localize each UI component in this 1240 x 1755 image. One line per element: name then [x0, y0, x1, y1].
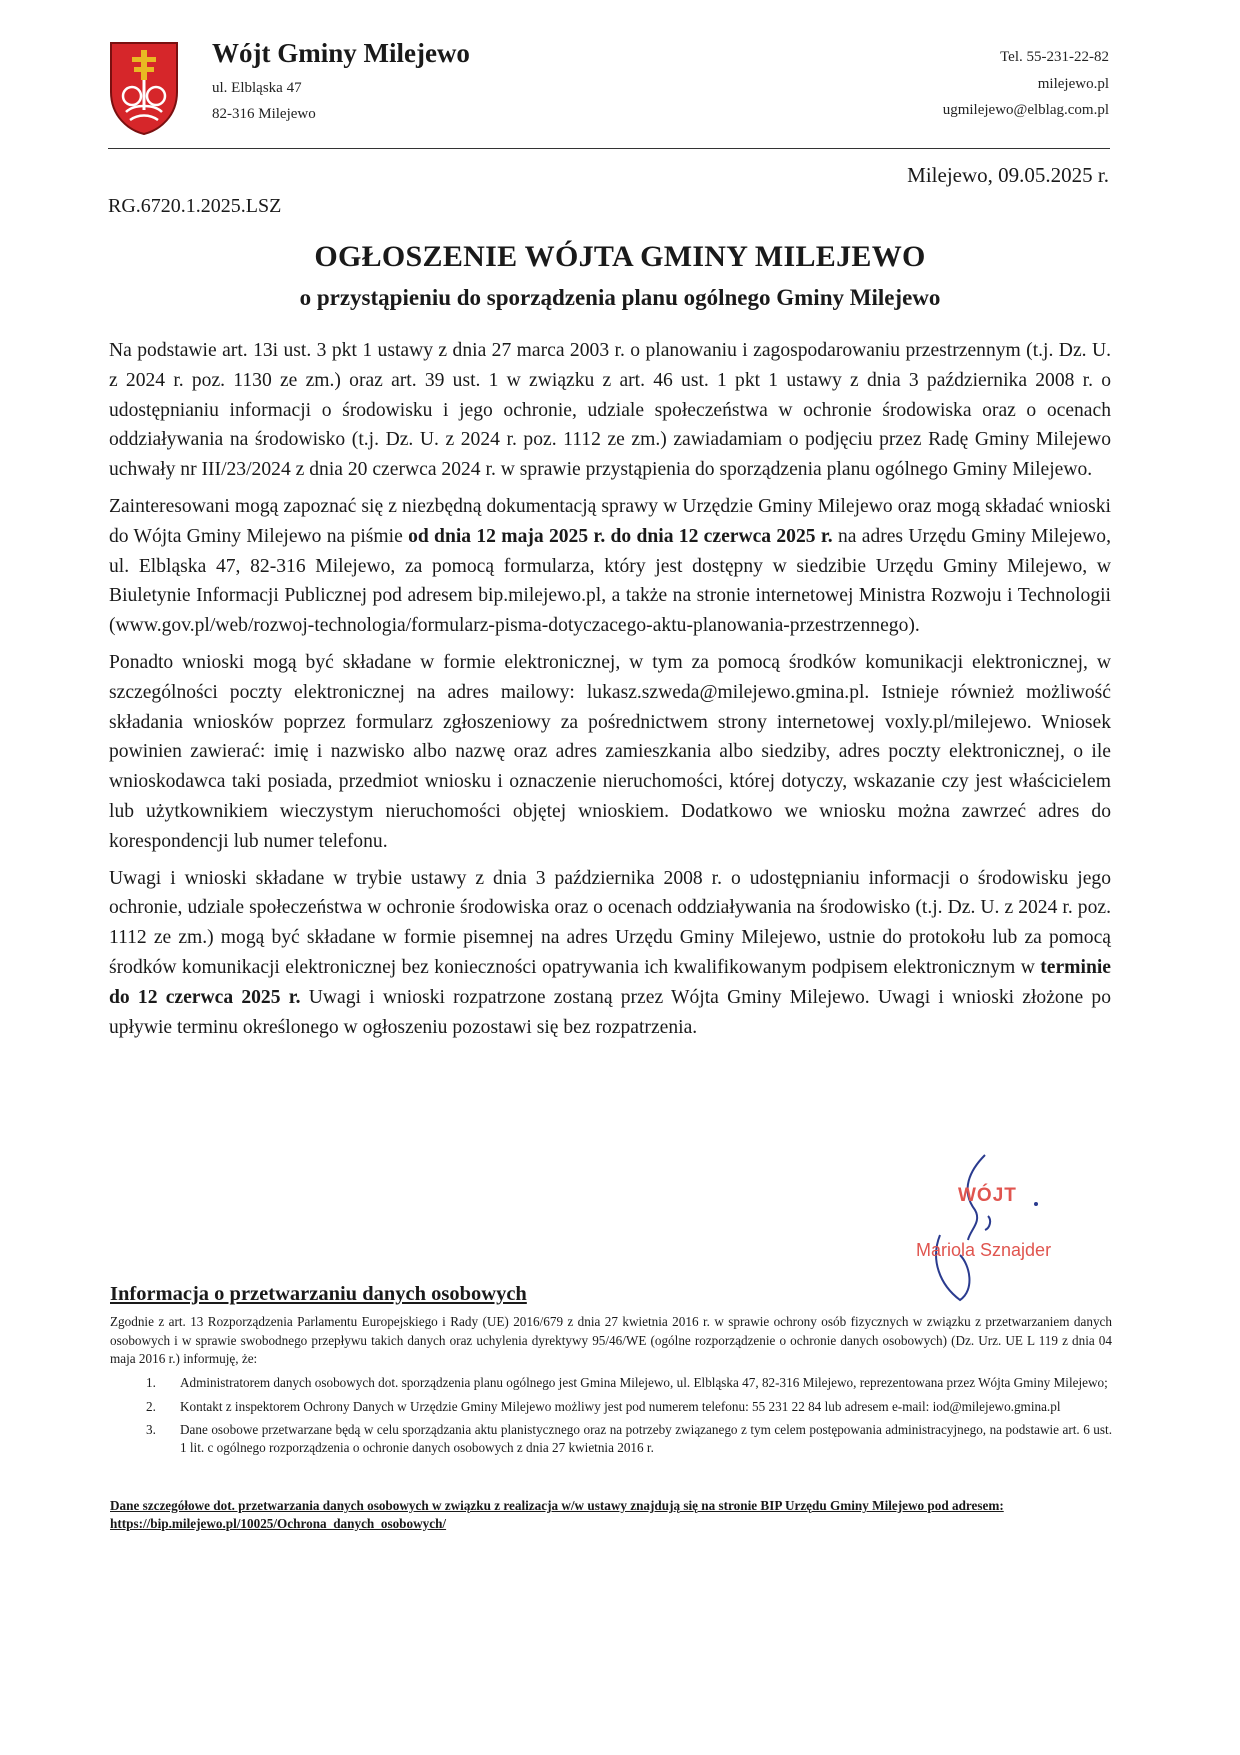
- office-postal: 82-316 Milejewo: [212, 106, 316, 122]
- office-email: ugmilejewo@elblag.com.pl: [942, 102, 1109, 118]
- paragraph-environmental-remarks: [109, 864, 1111, 1043]
- list-item-text: Dane osobowe przetwarzane będą w celu sporządzania aktu planistycznego oraz na potrzeby związanego z tym celem postępowania administracyjnego, na podstawie art. 6 ust. 1 lit. c ogólnego rozporządzenia o ochronie danych osobowych z dnia 27 kwietnia 2016 r.: [180, 1422, 1112, 1455]
- header-divider: [108, 148, 1110, 149]
- signature-role: WÓJT: [958, 1185, 1017, 1206]
- list-item-number: 3.: [146, 1422, 156, 1437]
- coat-of-arms-icon: [108, 40, 180, 136]
- list-item-number: 1.: [146, 1375, 156, 1390]
- paragraph-electronic-submission: Ponadto wnioski mogą być składane w formie elektronicznej, w tym za pomocą środków komunikacji elektronicznej, w szczególności poczty elektronicznej na adres mailowy: lukasz.szweda@milejewo.gmina.pl. Istnieje również możliwość składania wniosków poprzez formularz zgłoszeniowy za pośrednictwem strony internetowej voxly.pl/milejewo. Wniosek powinien zawierać: imię i nazwisko albo nazwę oraz adres zamieszkania albo siedziby, adres poczty elektronicznej, o ile wnioskodawca taki posiada, przedmiot wniosku i oznaczenie nieruchomości, której dotyczy, wskazanie czy jest właścicielem lub użytkownikiem wieczystym nieruchomości objętej wnioskiem. Dodatkowo we wniosku można zawrzeć adres do korespondencji lub numer telefonu.: [109, 651, 1111, 852]
- place-date: Milejewo, 09.05.2025 r.: [907, 163, 1109, 187]
- office-street: ul. Elbląska 47: [212, 80, 302, 96]
- data-info-list: [110, 1374, 1112, 1462]
- announcement-body: [109, 336, 1111, 1049]
- paragraph-text: Uwagi i wnioski rozpatrzone zostaną przez Wójta Gminy Milejewo. Uwagi i wnioski złożone po upływie terminu określonego w ogłoszeniu pozostawi się bez rozpatrzenia.: [109, 986, 1111, 1038]
- data-info-title: Informacja o przetwarzaniu danych osobowych: [110, 1283, 527, 1305]
- data-info-intro: Zgodnie z art. 13 Rozporządzenia Parlamentu Europejskiego i Rady (UE) 2016/679 z dnia 27 kwietnia 2016 r. w sprawie ochrony osób fizycznych w związku z przetwarzaniem danych osobowych i w sprawie swobodnego przepływu takich danych oraz uchylenia dyrektywy 95/46/WE (ogólne rozporządzenie o ochronie danych osobowych) (Dz. Urz. UE L 119 z dnia 04 maja 2016 r.) informuję, że:: [110, 1314, 1112, 1367]
- paragraph-legal-basis: Na podstawie art. 13i ust. 3 pkt 1 ustawy z dnia 27 marca 2003 r. o planowaniu i zagospodarowaniu przestrzennym (t.j. Dz. U. z 2024 r. poz. 1130 ze zm.) oraz art. 39 ust. 1 w związku z art. 46 ust. 1 pkt 1 ustawy z dnia 3 października 2008 r. o udostępnianiu informacji o środowisku i jego ochronie, udziale społeczeństwa w ochronie środowiska oraz o ocenach oddziaływania na środowisko (t.j. Dz. U. z 2024 r. poz. 1112 ze zm.) zawiadamiam o podjęciu przez Radę Gminy Milejewo uchwały nr III/23/2024 z dnia 20 czerwca 2024 r. w sprawie przystąpienia do sporządzenia planu ogólnego Gminy Milejewo.: [109, 340, 1111, 481]
- announcement-title: OGŁOSZENIE WÓJTA GMINY MILEJEWO: [314, 240, 926, 273]
- list-item-text: Kontakt z inspektorem Ochrony Danych w Urzędzie Gminy Milejewo możliwy jest pod numerem telefonu: 55 231 22 84 lub adresem e-mail: iod@milejewo.gmina.pl: [180, 1398, 1061, 1414]
- office-name: Wójt Gminy Milejewo: [212, 38, 470, 68]
- paragraph-text: Uwagi i wnioski składane w trybie ustawy z dnia 3 października 2008 r. o udostępnianiu informacji o środowisku jego ochronie, udziale społeczeństwa w ochronie środowiska oraz o ocenach oddziaływania na środowisko (t.j. Dz. U. z 2024 r. poz. 1112 ze zm.) mogą być składane w formie pisemnej na adres Urzędu Gminy Milejewo, ustnie do protokołu lub za pomocą środków komunikacji elektronicznej bez konieczności opatrywania ich kwalifikowanym podpisem elektronicznym w: [109, 867, 1111, 978]
- data-info-footer-link[interactable]: Dane szczegółowe dot. przetwarzania danych osobowych w związku z realizacja w/w ustawy znajdują się na stronie BIP Urzędu Gminy Milejewo pod adresem: https://bip.milejewo.pl/10025/Ochrona_danych_osobowych/: [110, 1498, 1004, 1531]
- paragraph-text: na adres Urzędu Gminy Milejewo, ul. Elbląska 47, 82-316 Milejewo, za pomocą formularza, który jest dostępny w siedzibie Urzędu Gminy Milejewo, w Biuletynie Informacji Publicznej pod adresem bip.milejewo.pl, a także na stronie internetowej Ministra Rozwoju i Technologii (www.gov.pl/web/rozwoj-technologia/formularz-pisma-dotyczacego-aktu-planowania-przestrzennego).: [109, 525, 1111, 637]
- paragraph-submission-info: [109, 492, 1111, 641]
- remarks-deadline: terminie do 12 czerwca 2025 r.: [109, 956, 1111, 1008]
- list-item: [110, 1421, 1112, 1456]
- list-item-number: 2.: [146, 1398, 156, 1414]
- paragraph-text: Zainteresowani mogą zapoznać się z niezbędną dokumentacją sprawy w Urzędzie Gminy Milejewo oraz mogą składać wnioski do Wójta Gminy Milejewo na piśmie: [109, 495, 1111, 547]
- list-item: [110, 1398, 1112, 1416]
- reference-number: RG.6720.1.2025.LSZ: [108, 195, 282, 217]
- list-item-text: Administratorem danych osobowych dot. sporządzenia planu ogólnego jest Gmina Milejewo, ul. Elbląska 47, 82-316 Milejewo, reprezentowana przez Wójta Gminy Milejewo;: [180, 1375, 1108, 1390]
- list-item: [110, 1374, 1112, 1392]
- office-phone: Tel. 55-231-22-82: [1000, 49, 1109, 65]
- handwritten-signature-icon: [900, 1150, 1050, 1310]
- signature-name: Mariola Sznajder: [916, 1240, 1052, 1260]
- announcement-subtitle: o przystąpieniu do sporządzenia planu ogólnego Gminy Milejewo: [299, 285, 941, 310]
- office-website: milejewo.pl: [1037, 76, 1109, 92]
- submission-period: od dnia 12 maja 2025 r. do dnia 12 czerwca 2025 r.: [408, 525, 833, 547]
